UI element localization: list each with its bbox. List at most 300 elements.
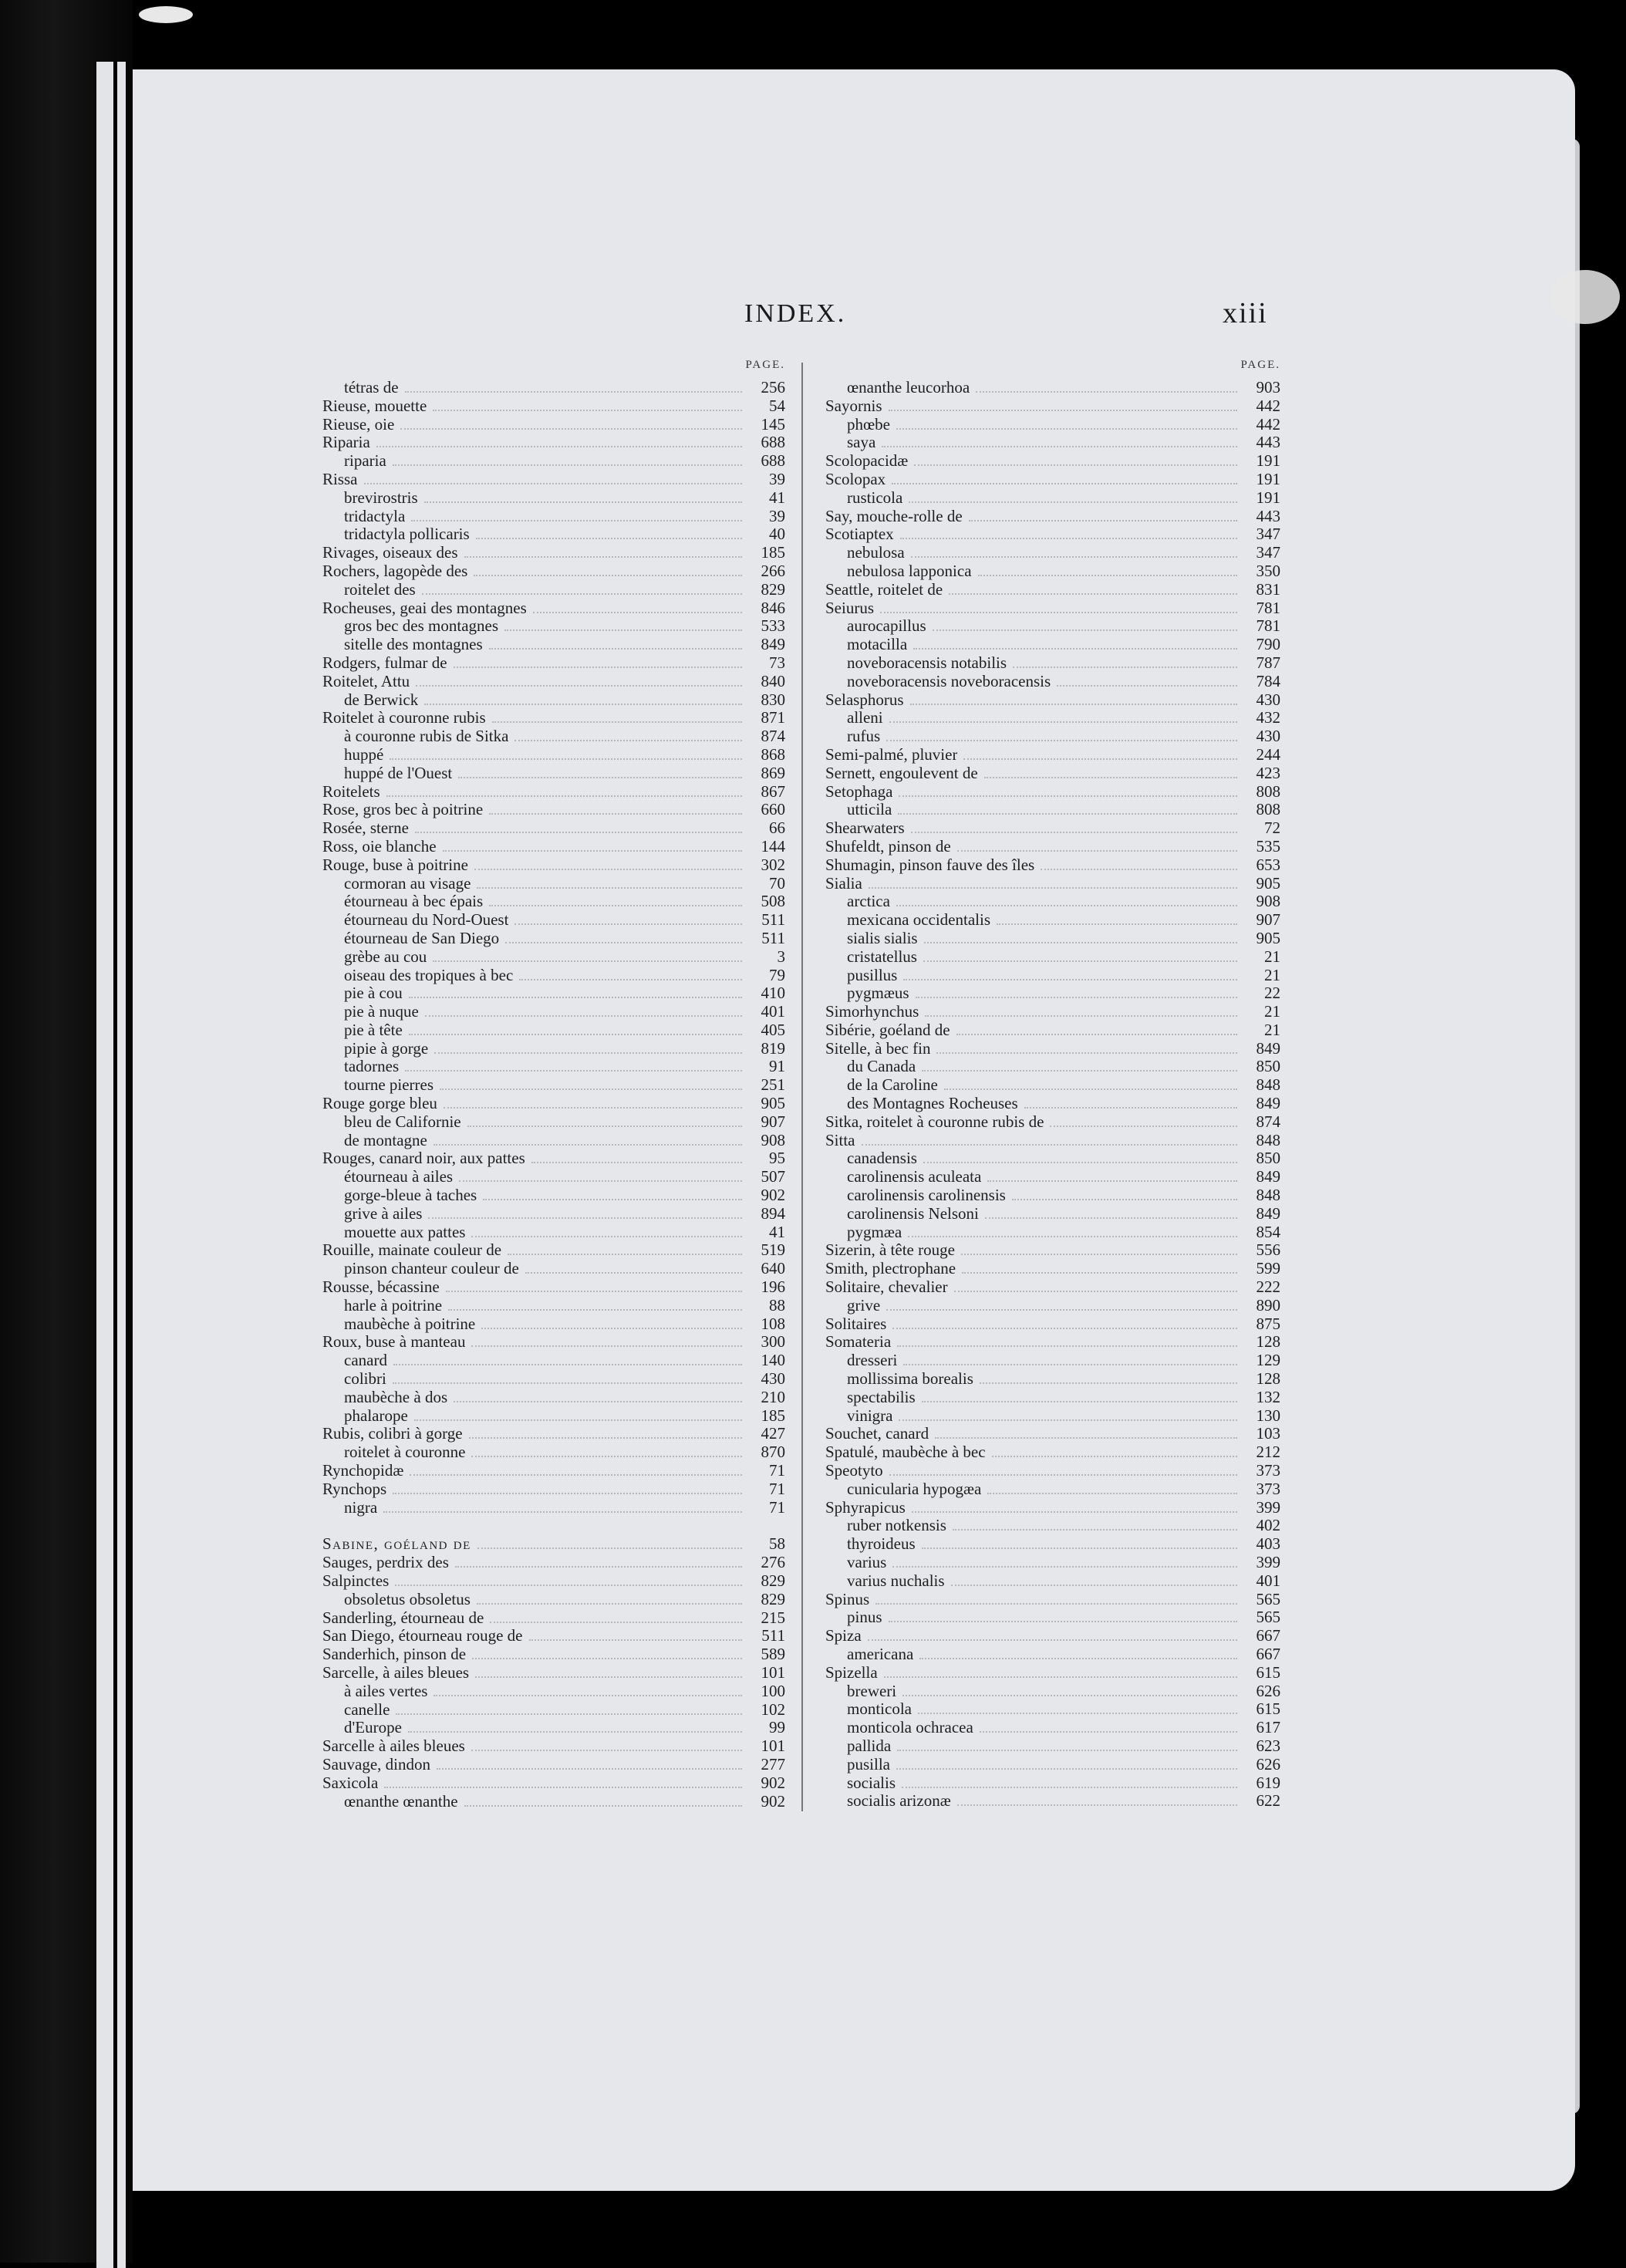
- entry-term: monticola ochracea: [847, 1719, 973, 1737]
- entry-term: obsoletus obsoletus: [344, 1590, 471, 1608]
- entry-term: Spiza: [825, 1627, 862, 1645]
- dot-leader: [961, 1254, 1237, 1255]
- index-entry: [825, 1315, 1280, 1334]
- entry-page: 403: [1256, 1534, 1280, 1554]
- entry-term: Sitka, roitelet à couronne rubis de: [825, 1112, 1044, 1131]
- entry-term: maubèche à dos: [344, 1388, 448, 1406]
- entry-page: 850: [1256, 1057, 1280, 1076]
- dot-leader: [455, 1566, 742, 1568]
- entry-term: huppé: [344, 745, 384, 764]
- index-entry: [322, 1389, 785, 1407]
- index-entry: [825, 1535, 1280, 1554]
- entry-term: phœbe: [847, 415, 890, 434]
- index-entry: [825, 856, 1280, 875]
- entry-term: Rouge, buse à poitrine: [322, 856, 468, 874]
- index-entry: [825, 636, 1280, 654]
- entry-term: ruber notkensis: [847, 1517, 946, 1535]
- entry-page: 848: [1256, 1075, 1280, 1095]
- index-entry: [825, 1517, 1280, 1535]
- entry-page: 890: [1256, 1295, 1280, 1315]
- index-entry: [322, 727, 785, 746]
- entry-term: Sauvage, dindon: [322, 1755, 430, 1774]
- entry-term: sialis sialis: [847, 929, 918, 947]
- entry-page: 432: [1256, 708, 1280, 727]
- index-entry: [322, 379, 785, 397]
- index-entry: [825, 893, 1280, 911]
- index-entry: [825, 1370, 1280, 1389]
- entry-term: Speotyto: [825, 1462, 883, 1480]
- dot-leader: [919, 1658, 1237, 1659]
- index-entry: [322, 746, 785, 764]
- entry-page: 130: [1256, 1406, 1280, 1425]
- page-column-label: PAGE.: [745, 359, 785, 371]
- index-entry: [825, 875, 1280, 893]
- index-entry: [322, 1682, 785, 1701]
- entry-term: mollissima borealis: [847, 1370, 973, 1389]
- entry-page: 849: [1256, 1203, 1280, 1223]
- entry-page: 401: [761, 1002, 785, 1021]
- index-entry: [322, 1774, 785, 1793]
- index-entry: [322, 1297, 785, 1315]
- entry-page: 21: [1264, 965, 1280, 984]
- dot-leader: [896, 428, 1237, 430]
- entry-term: Sauges, perdrix des: [322, 1554, 449, 1572]
- index-entry: [825, 1756, 1280, 1774]
- entry-term: Smith, plectrophane: [825, 1260, 956, 1278]
- entry-page: 615: [1256, 1699, 1280, 1719]
- index-entry: [825, 416, 1280, 434]
- entry-term: étourneau à bec épais: [344, 893, 484, 911]
- entry-term: grive: [847, 1296, 881, 1315]
- index-entry: [825, 691, 1280, 710]
- scan-speck: [139, 6, 193, 23]
- entry-page: 58: [769, 1534, 785, 1554]
- dot-leader: [935, 1437, 1237, 1439]
- dot-leader: [489, 648, 742, 650]
- index-entry: [825, 452, 1280, 471]
- entry-page: 617: [1256, 1718, 1280, 1737]
- entry-page: 402: [1256, 1516, 1280, 1535]
- entry-term: socialis: [847, 1774, 896, 1792]
- entry-term: rufus: [847, 727, 881, 746]
- entry-term: mexicana occidentalis: [847, 911, 990, 930]
- dot-leader: [514, 923, 742, 925]
- dot-leader: [889, 721, 1237, 723]
- index-entry: [825, 1627, 1280, 1645]
- entry-page: 626: [1256, 1754, 1280, 1774]
- dot-leader: [980, 1382, 1237, 1384]
- dot-leader: [953, 1529, 1237, 1531]
- entry-term: pygmæus: [847, 984, 909, 1003]
- dot-leader: [987, 1180, 1237, 1182]
- entry-term: Sialia: [825, 874, 862, 893]
- index-entry: [322, 1260, 785, 1278]
- dot-leader: [410, 1474, 742, 1476]
- entry-term: Sitelle, à bec fin: [825, 1039, 931, 1058]
- index-entry: [322, 1315, 785, 1334]
- dot-leader: [424, 501, 742, 503]
- dot-leader: [899, 1419, 1237, 1421]
- index-entry: [322, 1186, 785, 1205]
- index-entry: [322, 397, 785, 416]
- index-entry: [825, 819, 1280, 838]
- entry-term: Roitelets: [322, 782, 380, 801]
- dot-leader: [393, 1364, 742, 1365]
- index-entry: [825, 508, 1280, 526]
- entry-term: cormoran au visage: [344, 874, 471, 893]
- entry-page: 902: [761, 1186, 785, 1205]
- index-entry: [322, 1591, 785, 1609]
- entry-page: 191: [1256, 469, 1280, 488]
- entry-page: 442: [1256, 396, 1280, 415]
- dot-leader: [433, 960, 742, 962]
- dot-leader: [925, 1015, 1237, 1017]
- entry-page: 868: [761, 744, 785, 764]
- index-entry: [825, 727, 1280, 746]
- entry-page: 302: [761, 855, 785, 874]
- entry-page: 99: [769, 1718, 785, 1737]
- index-entry: [825, 1389, 1280, 1407]
- entry-page: 688: [761, 433, 785, 452]
- entry-term: oiseau des tropiques à bec: [344, 966, 514, 984]
- dot-leader: [933, 629, 1237, 631]
- entry-page: 266: [761, 561, 785, 580]
- dot-leader: [911, 832, 1237, 833]
- index-entry: [825, 1021, 1280, 1040]
- entry-term: pie à cou: [344, 984, 403, 1003]
- dot-leader: [533, 612, 742, 613]
- dot-leader: [922, 1070, 1237, 1072]
- entry-page: 854: [1256, 1222, 1280, 1241]
- index-entry: [825, 1186, 1280, 1205]
- dot-leader: [471, 1345, 742, 1347]
- entry-term: Sanderling, étourneau de: [322, 1608, 484, 1627]
- dot-leader: [903, 979, 1237, 980]
- index-entry: [322, 819, 785, 838]
- dot-leader: [985, 1217, 1237, 1219]
- dot-leader: [408, 1731, 742, 1733]
- entry-page: 251: [761, 1075, 785, 1095]
- entry-term: tadornes: [344, 1058, 400, 1076]
- index-entry: [322, 1352, 785, 1370]
- dot-leader: [464, 556, 742, 558]
- entry-page: 533: [761, 616, 785, 636]
- entry-term: Rivages, oiseaux des: [322, 544, 458, 562]
- entry-page: 615: [1256, 1662, 1280, 1682]
- dot-leader: [474, 575, 742, 576]
- index-entry: [825, 654, 1280, 673]
- index-entry: [322, 654, 785, 673]
- entry-term: Rouge gorge bleu: [322, 1095, 437, 1113]
- entry-page: 829: [761, 1571, 785, 1590]
- index-entry: [825, 1058, 1280, 1076]
- dot-leader: [409, 997, 742, 998]
- entry-page: 101: [761, 1736, 785, 1756]
- facing-page-edge: [96, 62, 126, 2268]
- index-entry: [322, 1627, 785, 1645]
- dot-leader: [433, 410, 742, 411]
- entry-term: Seattle, roitelet de: [825, 580, 943, 599]
- entry-page: 784: [1256, 671, 1280, 690]
- entry-page: 39: [769, 469, 785, 488]
- entry-term: pygmæa: [847, 1223, 902, 1241]
- dot-leader: [508, 1254, 742, 1255]
- entry-term: Sayornis: [825, 397, 882, 415]
- entry-page: 215: [761, 1608, 785, 1627]
- entry-page: 903: [1256, 378, 1280, 397]
- entry-term: Shumagin, pinson fauve des îles: [825, 856, 1035, 874]
- entry-term: varius nuchalis: [847, 1571, 945, 1590]
- index-entry: [825, 471, 1280, 489]
- entry-page: 875: [1256, 1314, 1280, 1333]
- index-entry: [322, 1480, 785, 1499]
- index-entry: [825, 1095, 1280, 1113]
- entry-term: étourneau de San Diego: [344, 929, 500, 947]
- entry-term: pusillus: [847, 966, 898, 984]
- dot-leader: [902, 1695, 1237, 1696]
- page-number: xiii: [1223, 297, 1268, 329]
- dot-leader: [433, 1144, 742, 1146]
- entry-page: 790: [1256, 635, 1280, 654]
- index-entry: [825, 930, 1280, 948]
- entry-term: étourneau à ailes: [344, 1168, 454, 1186]
- entry-page: 21: [1264, 947, 1280, 966]
- entry-page: 565: [1256, 1589, 1280, 1608]
- dot-leader: [1012, 1199, 1237, 1200]
- dot-leader: [914, 464, 1237, 466]
- dot-leader: [936, 1052, 1237, 1054]
- entry-page: 829: [761, 579, 785, 599]
- entry-term: aurocapillus: [847, 617, 926, 636]
- entry-page: 849: [1256, 1038, 1280, 1058]
- entry-page: 71: [769, 1479, 785, 1498]
- dot-leader: [902, 1787, 1237, 1788]
- entry-page: 72: [1264, 818, 1280, 838]
- entry-page: 103: [1256, 1424, 1280, 1443]
- entry-term: varius: [847, 1554, 887, 1571]
- entry-term: Spatulé, maubèche à bec: [825, 1443, 986, 1462]
- index-entry: [322, 838, 785, 856]
- index-entry: [825, 617, 1280, 636]
- index-entry: [322, 875, 785, 893]
- entry-page: 222: [1256, 1277, 1280, 1297]
- dot-leader: [1041, 869, 1237, 870]
- dot-leader: [910, 704, 1238, 705]
- dot-leader: [923, 960, 1237, 962]
- dot-leader: [448, 1309, 742, 1311]
- index-entry: [825, 764, 1280, 783]
- entry-term: Roitelet à couronne rubis: [322, 709, 486, 727]
- entry-page: 905: [1256, 928, 1280, 947]
- dot-leader: [405, 1070, 742, 1072]
- dot-leader: [884, 1676, 1237, 1678]
- dot-leader: [454, 1401, 742, 1402]
- dot-leader: [476, 538, 742, 539]
- index-entry: [825, 1645, 1280, 1664]
- index-entry: [322, 1701, 785, 1720]
- dot-leader: [911, 556, 1237, 558]
- entry-page: 41: [769, 488, 785, 507]
- entry-page: 556: [1256, 1240, 1280, 1260]
- dot-leader: [992, 1456, 1237, 1457]
- entry-term: Rosée, sterne: [322, 819, 409, 838]
- entry-page: 128: [1256, 1332, 1280, 1352]
- entry-page: 373: [1256, 1461, 1280, 1480]
- entry-term: cristatellus: [847, 947, 917, 966]
- dot-leader: [900, 538, 1237, 539]
- dot-leader: [519, 979, 742, 980]
- index-column-right: [825, 359, 1280, 1811]
- dot-leader: [525, 1272, 742, 1274]
- entry-page: 907: [761, 1112, 785, 1131]
- index-entry: [825, 948, 1280, 967]
- entry-term: Sernett, engoulevent de: [825, 764, 978, 782]
- dot-leader: [918, 1713, 1237, 1714]
- dot-leader: [458, 777, 742, 778]
- dot-leader: [944, 1088, 1237, 1090]
- entry-term: Seiurus: [825, 599, 874, 617]
- entry-page: 849: [1256, 1167, 1280, 1186]
- index-entry: [322, 452, 785, 471]
- entry-term: saya: [847, 434, 876, 452]
- entry-term: Rouges, canard noir, aux pattes: [322, 1149, 525, 1168]
- entry-term: harle à poitrine: [344, 1296, 443, 1315]
- entry-term: gorge-bleue à taches: [344, 1186, 477, 1205]
- entry-term: Rissa: [322, 470, 358, 488]
- dot-leader: [440, 1088, 742, 1090]
- entry-term: pie à tête: [344, 1021, 403, 1039]
- dot-leader: [892, 1328, 1237, 1329]
- dot-leader: [505, 942, 742, 943]
- entry-page: 129: [1256, 1351, 1280, 1370]
- entry-term: Solitaires: [825, 1315, 887, 1333]
- entry-page: 830: [761, 690, 785, 709]
- entry-page: 870: [761, 1443, 785, 1462]
- index-entry: [322, 911, 785, 930]
- index-entry: [825, 783, 1280, 802]
- entry-page: 145: [761, 414, 785, 434]
- entry-term: des Montagnes Rocheuses: [847, 1095, 1018, 1113]
- dot-leader: [529, 1639, 743, 1641]
- dot-leader: [903, 1364, 1237, 1365]
- entry-page: 66: [769, 818, 785, 838]
- entry-term: gros bec des montagnes: [344, 617, 499, 636]
- dot-leader: [483, 1199, 742, 1200]
- entry-term: roitelet à couronne: [344, 1443, 466, 1462]
- entry-term: Rousse, bécassine: [322, 1278, 440, 1297]
- dot-leader: [477, 887, 742, 889]
- entry-page: 902: [761, 1773, 785, 1792]
- index-entry: [825, 838, 1280, 856]
- entry-page: 22: [1264, 984, 1280, 1003]
- dot-leader: [425, 1015, 742, 1017]
- entry-page: 667: [1256, 1626, 1280, 1645]
- entry-page: 40: [769, 525, 785, 544]
- index-entry: [825, 1149, 1280, 1168]
- entry-term: Scolopacidæ: [825, 452, 909, 471]
- entry-term: rusticola: [847, 488, 903, 507]
- index-entry: [825, 1076, 1280, 1095]
- entry-page: 427: [761, 1424, 785, 1443]
- index-entry: [825, 1205, 1280, 1223]
- dot-leader: [459, 1180, 742, 1182]
- index-entry: [322, 1241, 785, 1260]
- index-entry: [825, 1572, 1280, 1591]
- entry-page: 430: [761, 1369, 785, 1389]
- entry-term: Selasphorus: [825, 690, 904, 709]
- dot-leader: [889, 1474, 1237, 1476]
- index-entry: [322, 1756, 785, 1774]
- entry-term: grèbe au cou: [344, 947, 427, 966]
- index-entry: [825, 1168, 1280, 1186]
- entry-page: 95: [769, 1149, 785, 1168]
- entry-page: 660: [761, 800, 785, 819]
- entry-term: thyroideus: [847, 1535, 916, 1554]
- dot-leader: [395, 1585, 742, 1586]
- dot-leader: [477, 1547, 742, 1549]
- entry-term: Riparia: [322, 434, 370, 452]
- dot-leader: [504, 629, 742, 631]
- entry-term: Saxicola: [322, 1774, 379, 1792]
- dot-leader: [446, 1291, 742, 1292]
- dot-leader: [383, 1511, 742, 1513]
- entry-term: Shufeldt, pinson de: [825, 837, 951, 856]
- entry-term: tourne pierres: [344, 1076, 434, 1095]
- index-entry: [825, 397, 1280, 416]
- dot-leader: [886, 740, 1237, 741]
- index-entry: [825, 801, 1280, 819]
- entry-page: 905: [761, 1094, 785, 1113]
- entry-term: americana: [847, 1645, 914, 1663]
- entry-page: 831: [1256, 579, 1280, 599]
- entry-term: Semi-palmé, pluvier: [825, 745, 958, 764]
- dot-leader: [471, 1236, 742, 1237]
- entry-page: 599: [1256, 1259, 1280, 1278]
- entry-page: 623: [1256, 1736, 1280, 1755]
- entry-term: Sabine, goéland de: [322, 1535, 471, 1554]
- entry-page: 535: [1256, 836, 1280, 856]
- page-column-label: PAGE.: [1240, 359, 1280, 371]
- entry-page: 849: [761, 635, 785, 654]
- entry-page: 423: [1256, 763, 1280, 782]
- entry-page: 867: [761, 781, 785, 801]
- entry-page: 21: [1264, 1002, 1280, 1021]
- dot-leader: [474, 869, 742, 870]
- entry-page: 908: [761, 1130, 785, 1149]
- entry-term: carolinensis carolinensis: [847, 1186, 1006, 1205]
- dot-leader: [978, 575, 1237, 576]
- entry-term: pusilla: [847, 1755, 890, 1774]
- entry-page: 869: [761, 763, 785, 782]
- index-entry: [322, 783, 785, 802]
- entry-term: de Berwick: [344, 690, 419, 709]
- index-entry: [825, 1554, 1280, 1572]
- index-entry: [322, 1499, 785, 1517]
- entry-term: San Diego, étourneau rouge de: [322, 1627, 523, 1645]
- entry-term: Sphyrapicus: [825, 1498, 906, 1517]
- index-entry: [825, 984, 1280, 1003]
- dot-leader: [1013, 667, 1237, 668]
- index-entry: [825, 434, 1280, 452]
- dot-leader: [892, 1566, 1237, 1568]
- dot-leader: [472, 1658, 742, 1659]
- entry-page: 511: [761, 910, 785, 930]
- entry-term: canelle: [344, 1700, 390, 1719]
- dot-leader: [422, 593, 742, 595]
- index-entry: [825, 562, 1280, 581]
- entry-term: Spizella: [825, 1663, 878, 1682]
- entry-term: noveboracensis noveboracensis: [847, 672, 1051, 690]
